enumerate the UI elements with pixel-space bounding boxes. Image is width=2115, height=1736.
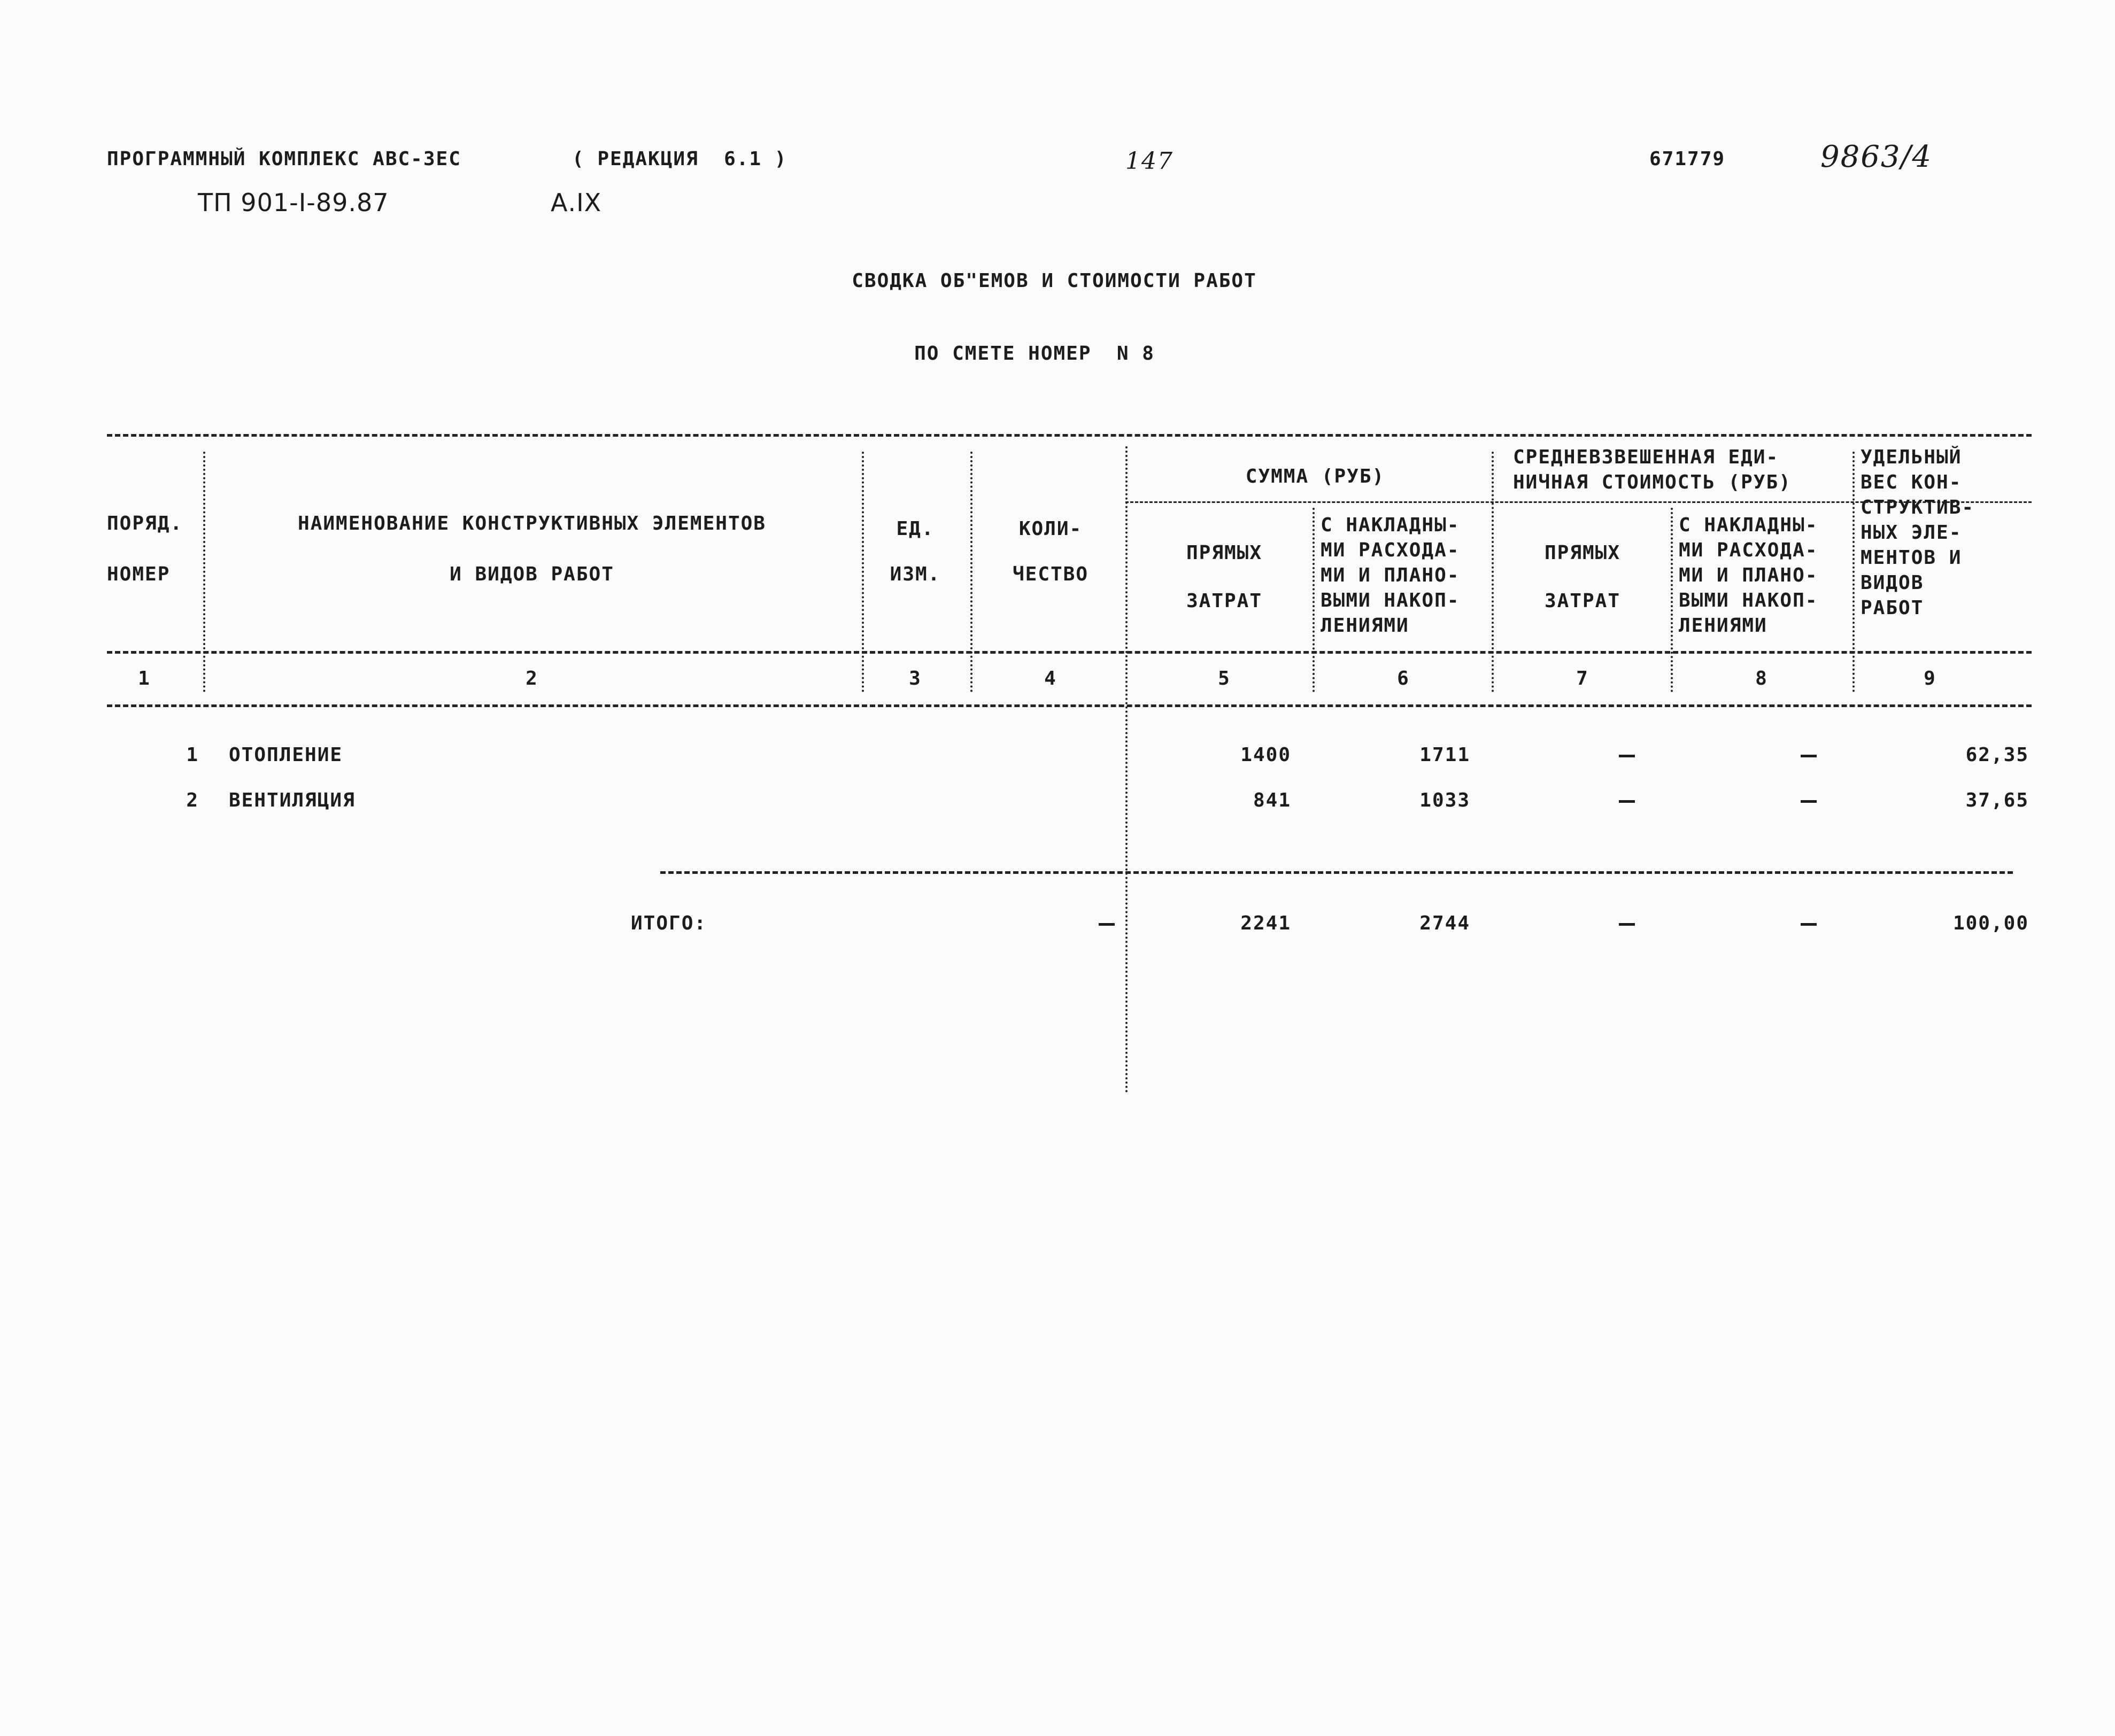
header-share: ВЕС КОН- [1861, 471, 1962, 493]
sheet-number: 9863/4 [1820, 140, 1933, 174]
table-top-rule [107, 434, 2032, 437]
total-share: 100,00 [1952, 912, 2029, 934]
header-bottom-rule [107, 651, 2032, 654]
header-with-overhead: ЛЕНИЯМИ [1321, 615, 1409, 637]
column-number: 6 [1397, 668, 1410, 689]
header-avg-with-overhead: ЛЕНИЯМИ [1679, 615, 1767, 637]
total-with-overhead: 2744 [1419, 912, 1470, 934]
header-with-overhead: ВЫМИ НАКОП- [1321, 590, 1460, 611]
header-order: НОМЕР [107, 563, 171, 585]
row-with-overhead: 1033 [1419, 789, 1470, 811]
header-avg-direct: ЗАТРАТ [1544, 590, 1621, 612]
column-separator [203, 452, 205, 692]
row-avg-direct-dash [1619, 800, 1635, 803]
row-name: ВЕНТИЛЯЦИЯ [229, 789, 356, 811]
document-code: 671779 [1649, 148, 1726, 170]
column-separator [862, 452, 864, 692]
row-with-overhead: 1711 [1419, 744, 1470, 766]
album-number: А.IX [551, 188, 602, 217]
header-quantity: КОЛИ- [1018, 518, 1083, 540]
header-avg-with-overhead: С НАКЛАДНЫ- [1679, 514, 1818, 536]
row-avg-direct-dash [1619, 755, 1635, 757]
row-direct-costs: 1400 [1240, 744, 1291, 766]
column-number: 4 [1044, 668, 1057, 689]
header-order: ПОРЯД. [107, 513, 183, 534]
column-number: 3 [909, 668, 922, 689]
column-number: 7 [1576, 668, 1589, 689]
header-direct-costs: ПРЯМЫХ [1186, 542, 1263, 564]
header-unit: ИЗМ. [890, 563, 941, 585]
project-number: ТП 901-I-89.87 [198, 188, 389, 217]
document-subtitle: ПО СМЕТЕ НОМЕР N 8 [914, 343, 1155, 365]
column-separator [1125, 446, 1128, 1093]
header-share: МЕНТОВ И [1861, 547, 1962, 569]
total-direct-costs: 2241 [1240, 912, 1291, 934]
column-separator [1671, 508, 1673, 692]
column-numbers-rule [107, 704, 2032, 707]
row-name: ОТОПЛЕНИЕ [229, 744, 343, 766]
header-name: НАИМЕНОВАНИЕ КОНСТРУКТИВНЫХ ЭЛЕМЕНТОВ [298, 513, 766, 534]
header-share: УДЕЛЬНЫЙ [1861, 446, 1962, 468]
column-separator [970, 452, 972, 692]
row-direct-costs: 841 [1253, 789, 1291, 811]
header-with-overhead: С НАКЛАДНЫ- [1321, 514, 1460, 536]
header-direct-costs: ЗАТРАТ [1186, 590, 1263, 612]
header-avg-unit-cost-group: СРЕДНЕВЗВЕШЕННАЯ ЕДИ- [1513, 446, 1779, 468]
row-avg-overhead-dash [1801, 755, 1817, 757]
header-share: ВИДОВ [1861, 572, 1924, 594]
program-name: ПРОГРАММНЫЙ КОМПЛЕКС АВС-ЗЕС [107, 148, 461, 170]
column-number: 2 [526, 668, 538, 689]
header-share: РАБОТ [1861, 597, 1924, 619]
row-share: 62,35 [1965, 744, 2029, 766]
header-unit: ЕД. [896, 518, 935, 540]
header-avg-direct: ПРЯМЫХ [1544, 542, 1621, 564]
column-number: 8 [1755, 668, 1768, 689]
header-avg-with-overhead: МИ РАСХОДА- [1679, 539, 1818, 561]
total-quantity-dash [1099, 923, 1115, 926]
header-with-overhead: МИ РАСХОДА- [1321, 539, 1460, 561]
header-share: СТРУКТИВ- [1861, 497, 1975, 518]
header-avg-with-overhead: ВЫМИ НАКОП- [1679, 590, 1818, 611]
header-avg-with-overhead: МИ И ПЛАНО- [1679, 564, 1818, 586]
row-share: 37,65 [1965, 789, 2029, 811]
page-number: 147 [1125, 148, 1174, 175]
total-rule [660, 871, 2013, 874]
header-quantity: ЧЕСТВО [1012, 563, 1089, 585]
column-separator [1492, 452, 1494, 692]
document-title: СВОДКА ОБ"ЕМОВ И СТОИМОСТИ РАБОТ [852, 270, 1257, 292]
total-label: ИТОГО: [631, 912, 707, 934]
row-avg-overhead-dash [1801, 800, 1817, 803]
header-share: НЫХ ЭЛЕ- [1861, 522, 1962, 544]
column-separator [1852, 452, 1855, 692]
program-edition: ( РЕДАКЦИЯ 6.1 ) [572, 148, 788, 170]
column-number: 5 [1218, 668, 1231, 689]
column-number: 9 [1924, 668, 1936, 689]
row-number: 2 [186, 789, 199, 811]
header-name: И ВИДОВ РАБОТ [450, 563, 614, 585]
row-number: 1 [186, 744, 199, 766]
total-avg-overhead-dash [1801, 923, 1817, 926]
header-with-overhead: МИ И ПЛАНО- [1321, 564, 1460, 586]
header-avg-unit-cost-group: НИЧНАЯ СТОИМОСТЬ (РУБ) [1513, 471, 1792, 493]
header-sum-group: СУММА (РУБ) [1245, 466, 1385, 487]
column-number: 1 [138, 668, 151, 689]
column-separator [1313, 508, 1315, 692]
total-avg-direct-dash [1619, 923, 1635, 926]
